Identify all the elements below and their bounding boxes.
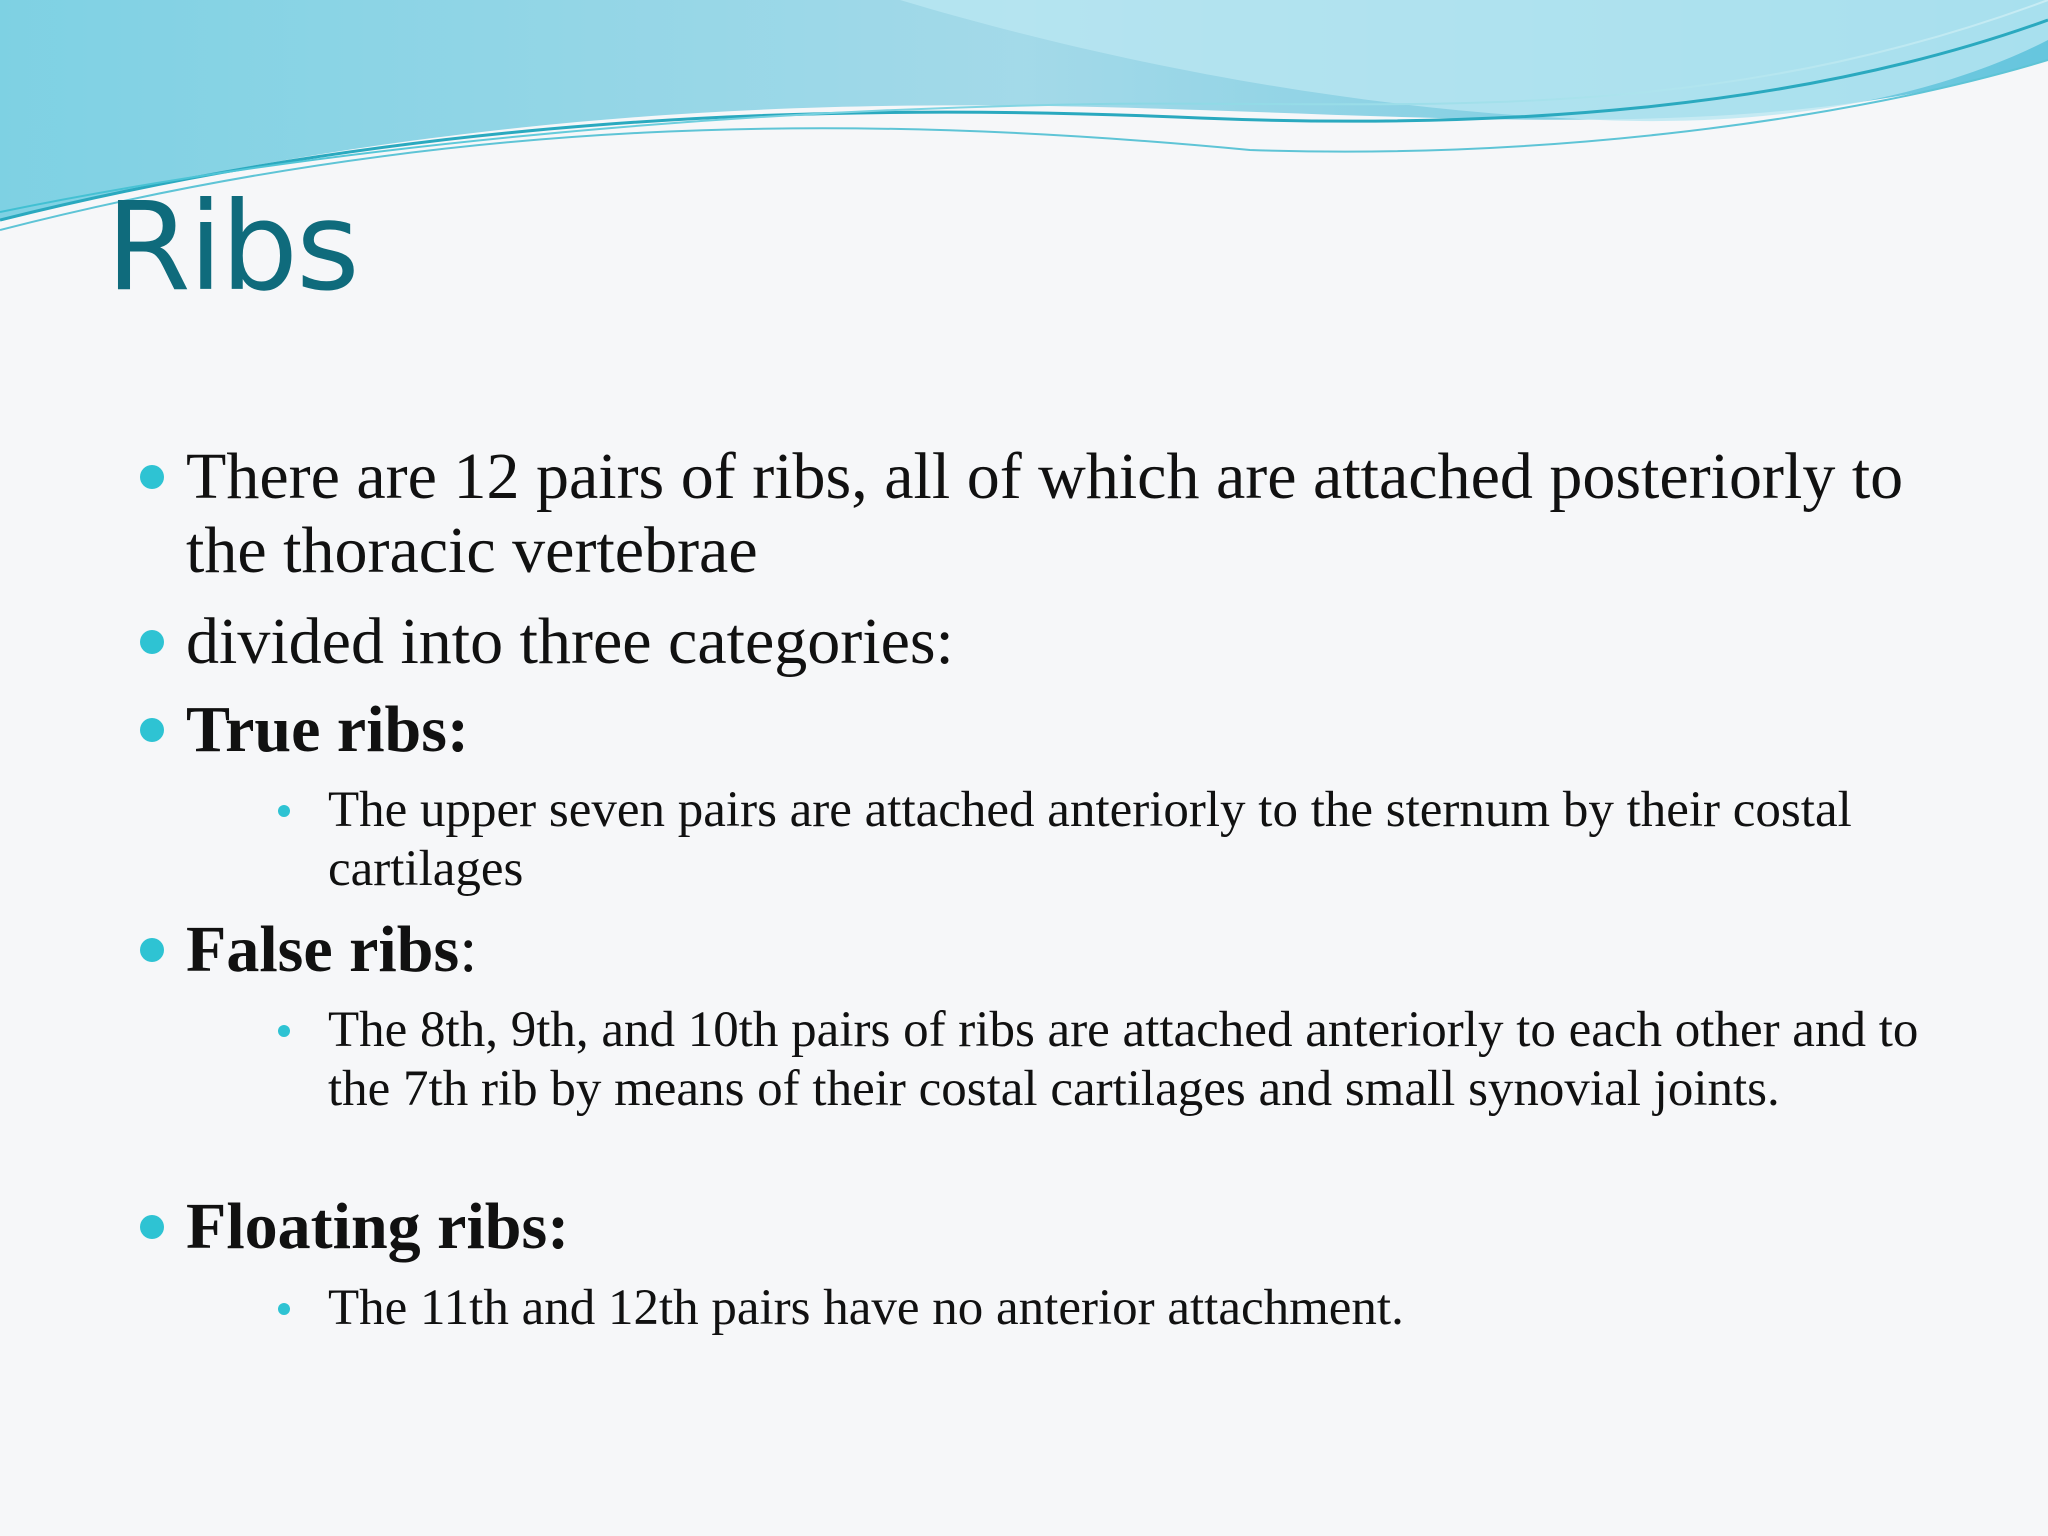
bullet-text: divided into three categories:: [186, 605, 954, 678]
sub-bullet-floating-ribs: [328, 1279, 1968, 1338]
bullet-item-categories: [186, 605, 1946, 679]
bullet-label-suffix: :: [459, 913, 478, 986]
sub-bullet-false-ribs: [328, 1001, 1968, 1119]
bullet-text: There are 12 pairs of ribs, all of which are attached posteriorly to the thoracic vertebrae: [186, 440, 1904, 587]
sub-bullet-dot-icon: [278, 1025, 290, 1037]
bullet-dot-icon: [140, 938, 164, 962]
bullet-item-true-ribs: [186, 693, 1946, 767]
sub-bullet-dot-icon: [278, 1303, 290, 1315]
bullet-label: False ribs: [186, 913, 460, 986]
bullet-dot-icon: [140, 718, 164, 742]
bullet-dot-icon: [140, 1215, 164, 1239]
bullet-item-false-ribs: [186, 913, 1946, 987]
sub-bullet-text: The 11th and 12th pairs have no anterior attachment.: [328, 1280, 1404, 1336]
sub-bullet-text: The upper seven pairs are attached anteriorly to the sternum by their costal cartilages: [328, 782, 1852, 897]
bullet-dot-icon: [140, 630, 164, 654]
bullet-item-floating-ribs: [186, 1190, 1946, 1264]
bullet-item-ribs-count: [186, 440, 1946, 588]
bullet-label: Floating ribs:: [186, 1190, 570, 1263]
sub-bullet-text: The 8th, 9th, and 10th pairs of ribs are attached anteriorly to each other and to the 7th rib by means of their costal cartilages and small synovial joints.: [328, 1002, 1919, 1117]
slide-title: Ribs: [106, 176, 358, 318]
sub-bullet-true-ribs: [328, 781, 1968, 899]
bullet-dot-icon: [140, 465, 164, 489]
sub-bullet-dot-icon: [278, 805, 290, 817]
bullet-label: True ribs:: [186, 693, 469, 766]
